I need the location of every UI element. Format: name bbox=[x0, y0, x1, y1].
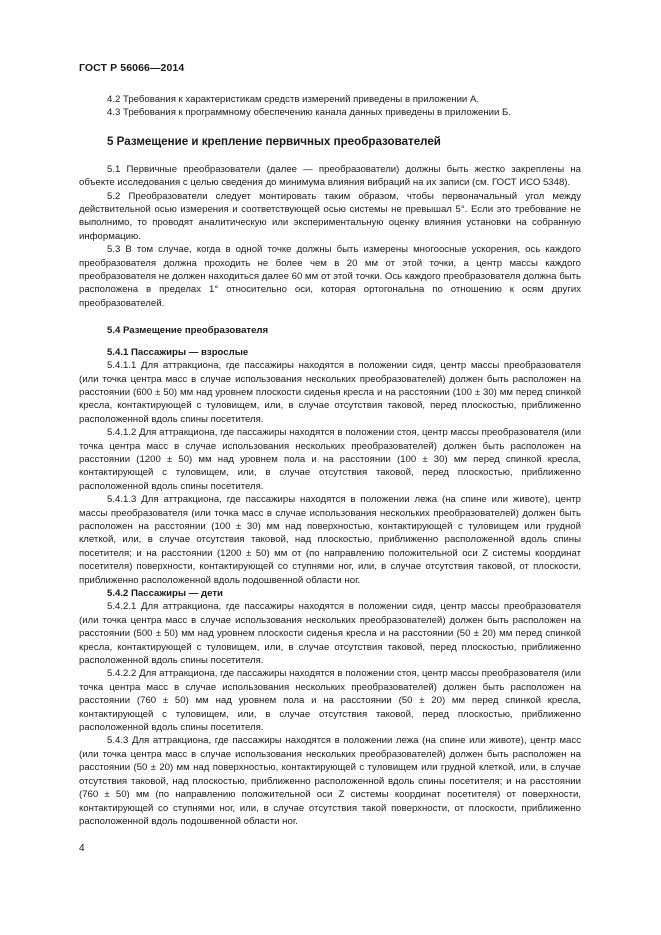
paragraph-5-4-1-2: 5.4.1.2 Для аттракциона, где пассажиры находятся в положении стоя, центр массы преобразователя (или точка центра масс в случае использования нескольких преобразователей) должен быть расположен на расстоянии (1200 ± 50) мм над уровнем пола и на расстоянии (100 ± 30) мм перед спинкой кресла, контактирующей с туловищем, или, в случае отсутствия таковой, перед плоскостью, приближенно расположенной вдоль спины посетителя. bbox=[79, 427, 581, 492]
paragraph-4-2: 4.2 Требования к характеристикам средств измерений приведены в приложении А. bbox=[107, 94, 480, 105]
section-5-title: 5 Размещение и крепление первичных преобразователей bbox=[107, 134, 441, 148]
paragraph-5-2: 5.2 Преобразователи следует монтировать таким образом, чтобы первоначальный угол между действительной осью измерения и соответствующей осью системы не превышал 5°. Если это требование не выполнимо, то проводят аналитическую или экспериментальную оценку влияния установки на собранную информацию. bbox=[79, 190, 581, 242]
standard-header: ГОСТ Р 56066—2014 bbox=[79, 62, 185, 74]
section-5-4-title: 5.4 Размещение преобразователя bbox=[107, 325, 269, 337]
paragraph-5-4-1-1: 5.4.1.1 Для аттракциона, где пассажиры находятся в положении сидя, центр массы преобразователя (или точка центра масс в случае использования нескольких преобразователей) должен быть расположен на расстоянии (600 ± 50) мм над уровнем плоскости сиденья кресла и на расстоянии (100 ± 30) мм перед спинкой кресла, контактирующей с туловищем, или, в случае отсутствия таковой, перед плоскостью, приближенно расположенной вдоль спины посетителя. bbox=[79, 360, 581, 425]
paragraph-5-4-2-1: 5.4.2.1 Для аттракциона, где пассажиры находятся в положении сидя, центр массы преобразователя (или точка центра масс в случае использования нескольких преобразователей) должен быть расположен на расстоянии (500 ± 50) мм над уровнем плоскости сиденья кресла и на расстоянии (50 ± 20) мм перед спинкой кресла, контактирующей с туловищем, или, в случае отсутствия таковой, перед плоскостью, приближенно расположенной вдоль спины посетителя. bbox=[79, 601, 581, 667]
page-number: 4 bbox=[79, 843, 85, 854]
paragraph-5-1: 5.1 Первичные преобразователи (далее — преобразователи) должны быть жестко закреплены на объекте исследования с целью сведения до минимума влияния вибраций на их записи (см. ГОСТ ИСО 5348). bbox=[79, 163, 581, 189]
section-5-4-2-title: 5.4.2 Пассажиры — дети bbox=[107, 588, 223, 599]
page-content bbox=[79, 93, 581, 828]
paragraph-4-3: 4.3 Требования к программному обеспечению канала данных приведены в приложении Б. bbox=[107, 107, 512, 119]
paragraph-5-4-2-2: 5.4.2.2 Для аттракциона, где пассажиры находятся в положении стоя, центр массы преобразователя (или точка центра масс в случае использования нескольких преобразователей) должен быть расположен на расстоянии (760 ± 50) мм над уровнем пола и на расстоянии (50 ± 20) мм перед спинкой кресла, контактирующей с туловищем, или, в случае отсутствия таковой, перед плоскостью, приближенно расположенной вдоль спины посетителя. bbox=[79, 668, 581, 734]
paragraph-5-3: 5.3 В том случае, когда в одной точке должны быть измерены многоосные ускорения, ось каждого преобразователя должна проходить не более чем в 20 мм от этой точки, а центр массы каждого преобразователя не должен находиться далее 60 мм от этой точки. Ось каждого преобразователя должна быть расположена в пределах 1° относительно оси, которая ортогональна по отношению к осям других преобразователей. bbox=[79, 244, 581, 309]
paragraph-5-4-1-3: 5.4.1.3 Для аттракциона, где пассажиры находятся в положении лежа (на спине или животе), центр массы преобразователя (или точка масс в случае использования нескольких преобразователей) должен быть расположен на расстоянии (100 ± 30) мм над поверхностью, контактирующей с туловищем или грудной клеткой, или, в случае отсутствия таковой, над плоскостью, приближенно расположенной вдоль спины посетителя; и на расстоянии (1200 ± 50) мм от (по направлению положительной оси Z системы координат посетителя) поверхности, контактирующей со ступнями ног, или, в случае отсутствия таковой, от плоскости, приближенно расположенной вдоль подошвенной области ног. bbox=[79, 494, 581, 586]
paragraph-5-4-3: 5.4.3 Для аттракциона, где пассажиры находятся в положении лежа (на спине или животе), центр масс (или точка центра масс в случае использования нескольких преобразователей) должен быть расположен на расстоянии (50 ± 20) мм над поверхностью, контактирующей с туловищем или грудной клеткой, или, в случае отсутствия таковой, над плоскостью, приближенно расположенной вдоль спины посетителя; и на расстоянии (760 ± 50) мм (по направлению положительной оси Z системы координат посетителя) от поверхности, контактирующей со ступнями ног, или, в случае отсутствия такой поверхности, от плоскости, приближенно расположенной вдоль подошвенной области ног. bbox=[79, 735, 581, 827]
section-5-4-1-title: 5.4.1 Пассажиры — взрослые bbox=[107, 346, 249, 358]
